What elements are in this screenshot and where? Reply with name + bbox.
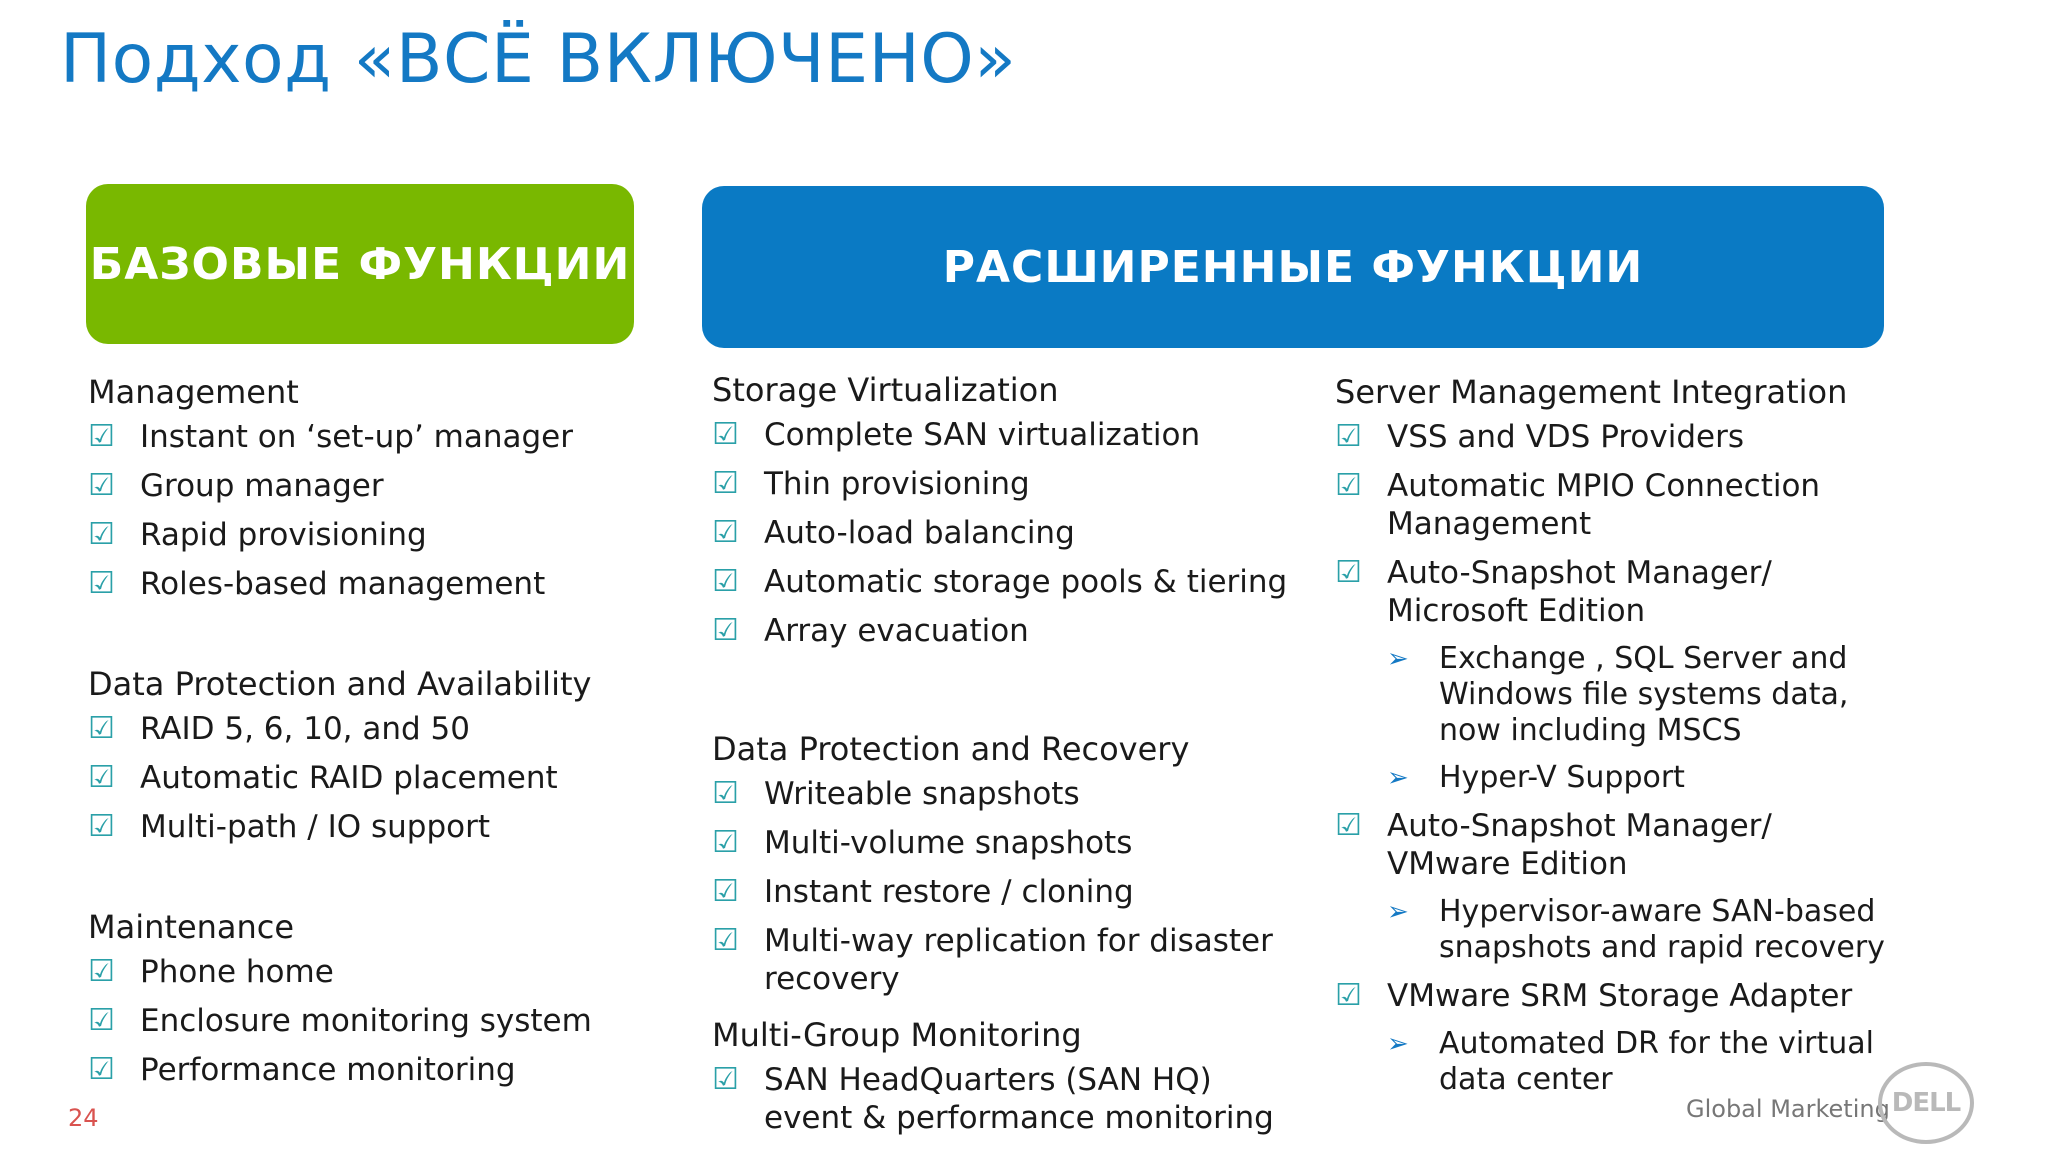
checkbox-icon: ☑ [712, 825, 739, 860]
section-heading: Data Protection and Availability [88, 665, 592, 703]
checkbox-icon: ☑ [712, 613, 739, 648]
list-item: ☑ Auto-Snapshot Manager/ Microsoft Edition [1335, 555, 1772, 629]
list-item: ☑ Array evacuation [712, 613, 1029, 649]
checkbox-icon: ☑ [712, 466, 739, 501]
list-item: ☑ Writeable snapshots [712, 776, 1080, 812]
list-item: ☑ Group manager [88, 468, 384, 504]
list-item: ☑ Automatic MPIO Connection Management [1335, 468, 1821, 542]
advanced-features-banner: РАСШИРЕННЫЕ ФУНКЦИИ [702, 186, 1884, 348]
basic-features-banner: БАЗОВЫЕ ФУНКЦИИ [86, 184, 634, 344]
checkbox-icon: ☑ [88, 954, 115, 989]
checkbox-icon: ☑ [88, 419, 115, 454]
list-item: ☑ RAID 5, 6, 10, and 50 [88, 711, 470, 747]
list-item: ☑ Multi-path / IO support [88, 809, 491, 845]
checkbox-icon: ☑ [712, 417, 739, 452]
section-heading: Multi-Group Monitoring [712, 1016, 1082, 1054]
checkbox-icon: ☑ [88, 1052, 115, 1087]
section-heading: Data Protection and Recovery [712, 730, 1190, 768]
list-item: ☑ VMware SRM Storage Adapter [1335, 978, 1853, 1014]
list-item: ☑ Auto-load balancing [712, 515, 1075, 551]
list-item: ☑ Multi-way replication for disaster recovery [712, 923, 1273, 997]
sub-list-item: ➢ Hypervisor-aware SAN-based snapshots and rapid recovery [1387, 894, 1885, 965]
list-item: ☑ Phone home [88, 954, 334, 990]
slide-title: Подход «ВСЁ ВКЛЮЧЕНО» [60, 20, 1017, 99]
section-heading: Maintenance [88, 908, 295, 946]
management-section [88, 372, 668, 603]
list-item: ☑ Thin provisioning [712, 466, 1030, 502]
checkbox-icon: ☑ [88, 566, 115, 601]
list-item: ☑ Roles-based management [88, 566, 546, 602]
checkbox-icon: ☑ [712, 776, 739, 811]
sub-list-item: ➢ Hyper-V Support [1387, 760, 1685, 795]
list-item: ☑ Auto-Snapshot Manager/ VMware Edition [1335, 808, 1772, 882]
arrow-bullet-icon: ➢ [1387, 763, 1409, 793]
list-item: ☑ Enclosure monitoring system [88, 1003, 592, 1039]
dell-logo [1878, 1062, 1974, 1144]
checkbox-icon: ☑ [88, 1003, 115, 1038]
list-item: ☑ Instant on ‘set-up’ manager [88, 419, 574, 455]
checkbox-icon: ☑ [1335, 978, 1362, 1013]
list-item: ☑ Automatic RAID placement [88, 760, 558, 796]
checkbox-icon: ☑ [88, 468, 115, 503]
list-item: ☑ VSS and VDS Providers [1335, 419, 1744, 455]
checkbox-icon: ☑ [712, 515, 739, 550]
checkbox-icon: ☑ [712, 564, 739, 599]
list-item: ☑ Performance monitoring [88, 1052, 516, 1088]
section-heading: Server Management Integration [1335, 373, 1848, 411]
maintenance-section [88, 907, 668, 1089]
data-protection-section [88, 664, 668, 846]
arrow-bullet-icon: ➢ [1387, 1029, 1409, 1059]
arrow-bullet-icon: ➢ [1387, 644, 1409, 674]
checkbox-icon: ☑ [712, 874, 739, 909]
checkbox-icon: ☑ [88, 517, 115, 552]
footer-text: Global Marketing [1686, 1095, 1890, 1123]
checkbox-icon: ☑ [1335, 808, 1362, 843]
sub-list-item: ➢ Exchange , SQL Server and Windows file systems data, now including MSCS [1387, 641, 1849, 748]
list-item: ☑ Automatic storage pools & tiering [712, 564, 1288, 600]
list-item: ☑ Multi-volume snapshots [712, 825, 1133, 861]
checkbox-icon: ☑ [1335, 419, 1362, 454]
advanced-features-column-left [712, 370, 1292, 1148]
checkbox-icon: ☑ [88, 809, 115, 844]
section-heading: Storage Virtualization [712, 371, 1059, 409]
checkbox-icon: ☑ [1335, 468, 1362, 503]
checkbox-icon: ☑ [1335, 555, 1362, 590]
basic-features-column [88, 372, 668, 1100]
dell-logo-text: DELL [1891, 1088, 1961, 1118]
sub-list-item: ➢ Automated DR for the virtual data center [1387, 1026, 1875, 1097]
section-heading: Management [88, 373, 299, 411]
checkbox-icon: ☑ [712, 923, 739, 958]
data-protection-recovery-section [712, 729, 1292, 998]
checkbox-icon: ☑ [712, 1062, 739, 1097]
checkbox-icon: ☑ [88, 760, 115, 795]
list-item: ☑ SAN HeadQuarters (SAN HQ) event & performance monitoring [712, 1062, 1274, 1136]
advanced-features-column-right [1335, 372, 1895, 1109]
list-item: ☑ Instant restore / cloning [712, 874, 1134, 910]
storage-virtualization-section [712, 370, 1292, 650]
list-item: ☑ Rapid provisioning [88, 517, 427, 553]
multi-group-monitoring-section [712, 1015, 1292, 1137]
page-number: 24 [68, 1104, 99, 1132]
list-item: ☑ Complete SAN virtualization [712, 417, 1201, 453]
arrow-bullet-icon: ➢ [1387, 897, 1409, 927]
checkbox-icon: ☑ [88, 711, 115, 746]
